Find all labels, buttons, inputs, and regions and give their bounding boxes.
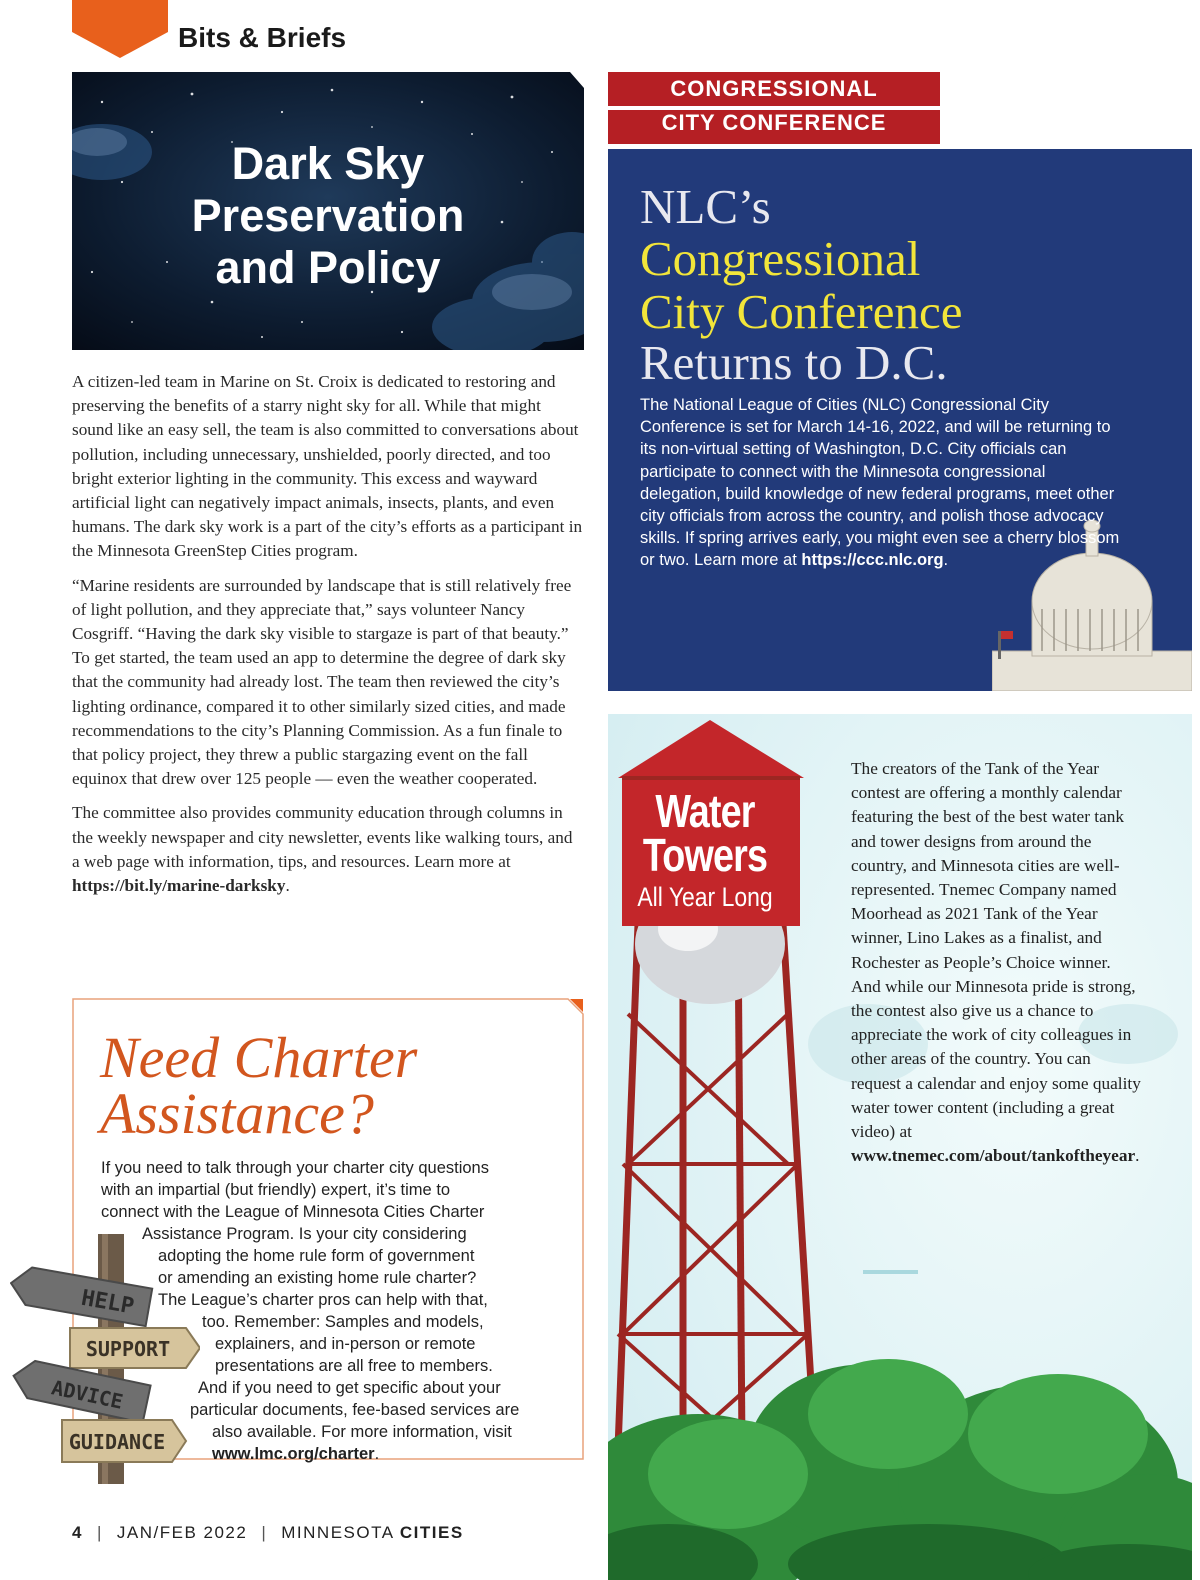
sign-advice: ADVICE: [49, 1375, 126, 1414]
charter-line: particular documents, fee-based services are: [190, 1401, 520, 1419]
dark-sky-title-line: and Policy: [215, 242, 441, 293]
water-towers-subtitle: All Year Long: [637, 882, 773, 912]
footer-separator: |: [96, 1523, 103, 1542]
charter-link[interactable]: www.lmc.org/charter: [212, 1445, 375, 1463]
charter-line: Assistance Program. Is your city considering: [142, 1225, 467, 1243]
dark-sky-link[interactable]: https://bit.ly/marine-darksky: [72, 876, 286, 896]
charter-line: also available. For more information, visit: [212, 1423, 512, 1441]
section-tab-shape: [72, 0, 168, 58]
dark-sky-paragraph-3: [72, 801, 584, 898]
issue-date: JAN/FEB 2022: [116, 1523, 248, 1542]
water-towers-link[interactable]: www.tnemec.com/about/tankoftheyear: [851, 1146, 1136, 1166]
sign-support: SUPPORT: [85, 1337, 171, 1361]
charter-line: too. Remember: Samples and models,: [202, 1313, 484, 1331]
charter-line: connect with the League of Minnesota Cities Charter: [101, 1203, 485, 1221]
charter-title-line-1: Need Charter: [100, 1025, 418, 1090]
conference-period: .: [943, 551, 949, 570]
banner-line-1: CONGRESSIONAL: [670, 76, 878, 101]
water-towers-text: The creators of the Tank of the Year contest are offering a monthly calendar featuring the best of the best water tank and tower designs from around the country, and Minnesota cities are well-represented. Tnemec Company named Moorhead as 2021 Tank of the Year winner, Lino Lakes as a finalist, and Rochester as People’s Choice winner. And while our Minnesota pride is strong, the contest also give us a chance to appreciate the work of city colleagues in other areas of the country. You can request a calendar and enjoy some quality water tower content (including a great video) at: [851, 759, 1141, 1142]
conference-body-text: The National League of Cities (NLC) Congressional City Conference is set for March 14-16, 2022, and will be returning to its non-virtual setting of Washington, D.C. City officials can participate to connect with the Minnesota congressional delegation, build knowledge of new federal programs, meet other city officials from across the country, and polish those advocacy skills. If spring arrives early, you might even see a cherry blossom or two. Learn more at: [640, 396, 1120, 570]
water-towers-title-line-1: Water: [655, 785, 755, 837]
charter-title-line-2: Assistance?: [100, 1081, 374, 1146]
charter-line: or amending an existing home rule charter?: [158, 1269, 477, 1287]
charter-line: If you need to talk through your charter city questions: [101, 1159, 489, 1177]
signpost-illustration: [10, 1234, 200, 1484]
water-towers-title-line-2: Towers: [642, 829, 768, 881]
magazine-name: MINNESOTA: [281, 1523, 394, 1542]
conference-body: [640, 394, 1124, 572]
dark-sky-paragraph-2: “Marine residents are surrounded by landscape that is still relatively free of light pollution, and they appreciate that,” says volunteer Nancy Cosgriff. “Having the dark sky visible to stargaze is part of that beauty.” To get started, the team used an app to determine the degree of dark sky that the community had already lost. The team then reviewed the city’s lighting ordinance, compared it to other similarly sized cities, and made recommendations to the city’s Planning Commission. As a fun finale to that policy project, they threw a public stargazing event on the fall equinox that drew over 125 people — even the weather cooperated.: [72, 575, 572, 789]
charter-line: presentations are all free to members.: [215, 1357, 493, 1375]
dark-sky-period: .: [285, 876, 290, 896]
sign-guidance: GUIDANCE: [68, 1430, 166, 1454]
conference-headline-line-3: City Conference: [640, 284, 963, 339]
charter-line: explainers, and in-person or remote: [215, 1335, 476, 1353]
charter-title: [100, 1025, 418, 1146]
dark-sky-paragraph-1: A citizen-led team in Marine on St. Croix is dedicated to restoring and preserving the benefits of a starry night sky for all. While that might sound like an easy sell, the team is also committed to conversations about pollution, including unnecessary, unshielded, poorly directed, and too bright exterior lighting in the community. This excess and wayward artificial light can negatively impact animals, insects, plants, and even humans. The dark sky work is a part of the city’s efforts as a participant in the Minnesota GreenStep Cities program.: [72, 372, 583, 561]
page-footer: [72, 1523, 464, 1543]
section-label: Bits & Briefs: [178, 22, 347, 53]
magazine-name-bold: CITIES: [399, 1523, 464, 1542]
dark-sky-title-line: Preservation: [191, 190, 465, 241]
footer-separator: |: [261, 1523, 268, 1542]
dark-sky-paragraph-3-text: The committee also provides community education through columns in the weekly newspaper and city newsletter, events like walking tours, and a web page with information, tips, and resources. Learn more at: [72, 803, 573, 871]
dark-sky-title-line: Dark Sky: [231, 138, 425, 189]
charter-line: And if you need to get specific about your: [198, 1379, 501, 1397]
water-towers-article: [851, 757, 1141, 1168]
charter-line: adopting the home rule form of government: [158, 1247, 475, 1265]
conference-headline-line-1: NLC’s: [640, 179, 771, 234]
conference-headline-line-4: Returns to D.C.: [640, 335, 948, 390]
dark-sky-title: [72, 138, 584, 294]
conference-link[interactable]: https://ccc.nlc.org: [801, 551, 944, 570]
sign-help: HELP: [79, 1285, 136, 1320]
banner-line-2: CITY CONFERENCE: [661, 110, 887, 135]
charter-line: The League’s charter pros can help with that,: [158, 1291, 488, 1309]
charter-period: .: [374, 1445, 380, 1463]
water-towers-period: .: [1135, 1146, 1140, 1166]
charter-line: with an impartial (but friendly) expert, it’s time to: [101, 1181, 451, 1199]
conference-headline-line-2: Congressional: [640, 231, 921, 286]
dark-sky-article: [72, 370, 584, 908]
page-number: 4: [72, 1523, 83, 1542]
charter-link-line: [212, 1443, 379, 1465]
